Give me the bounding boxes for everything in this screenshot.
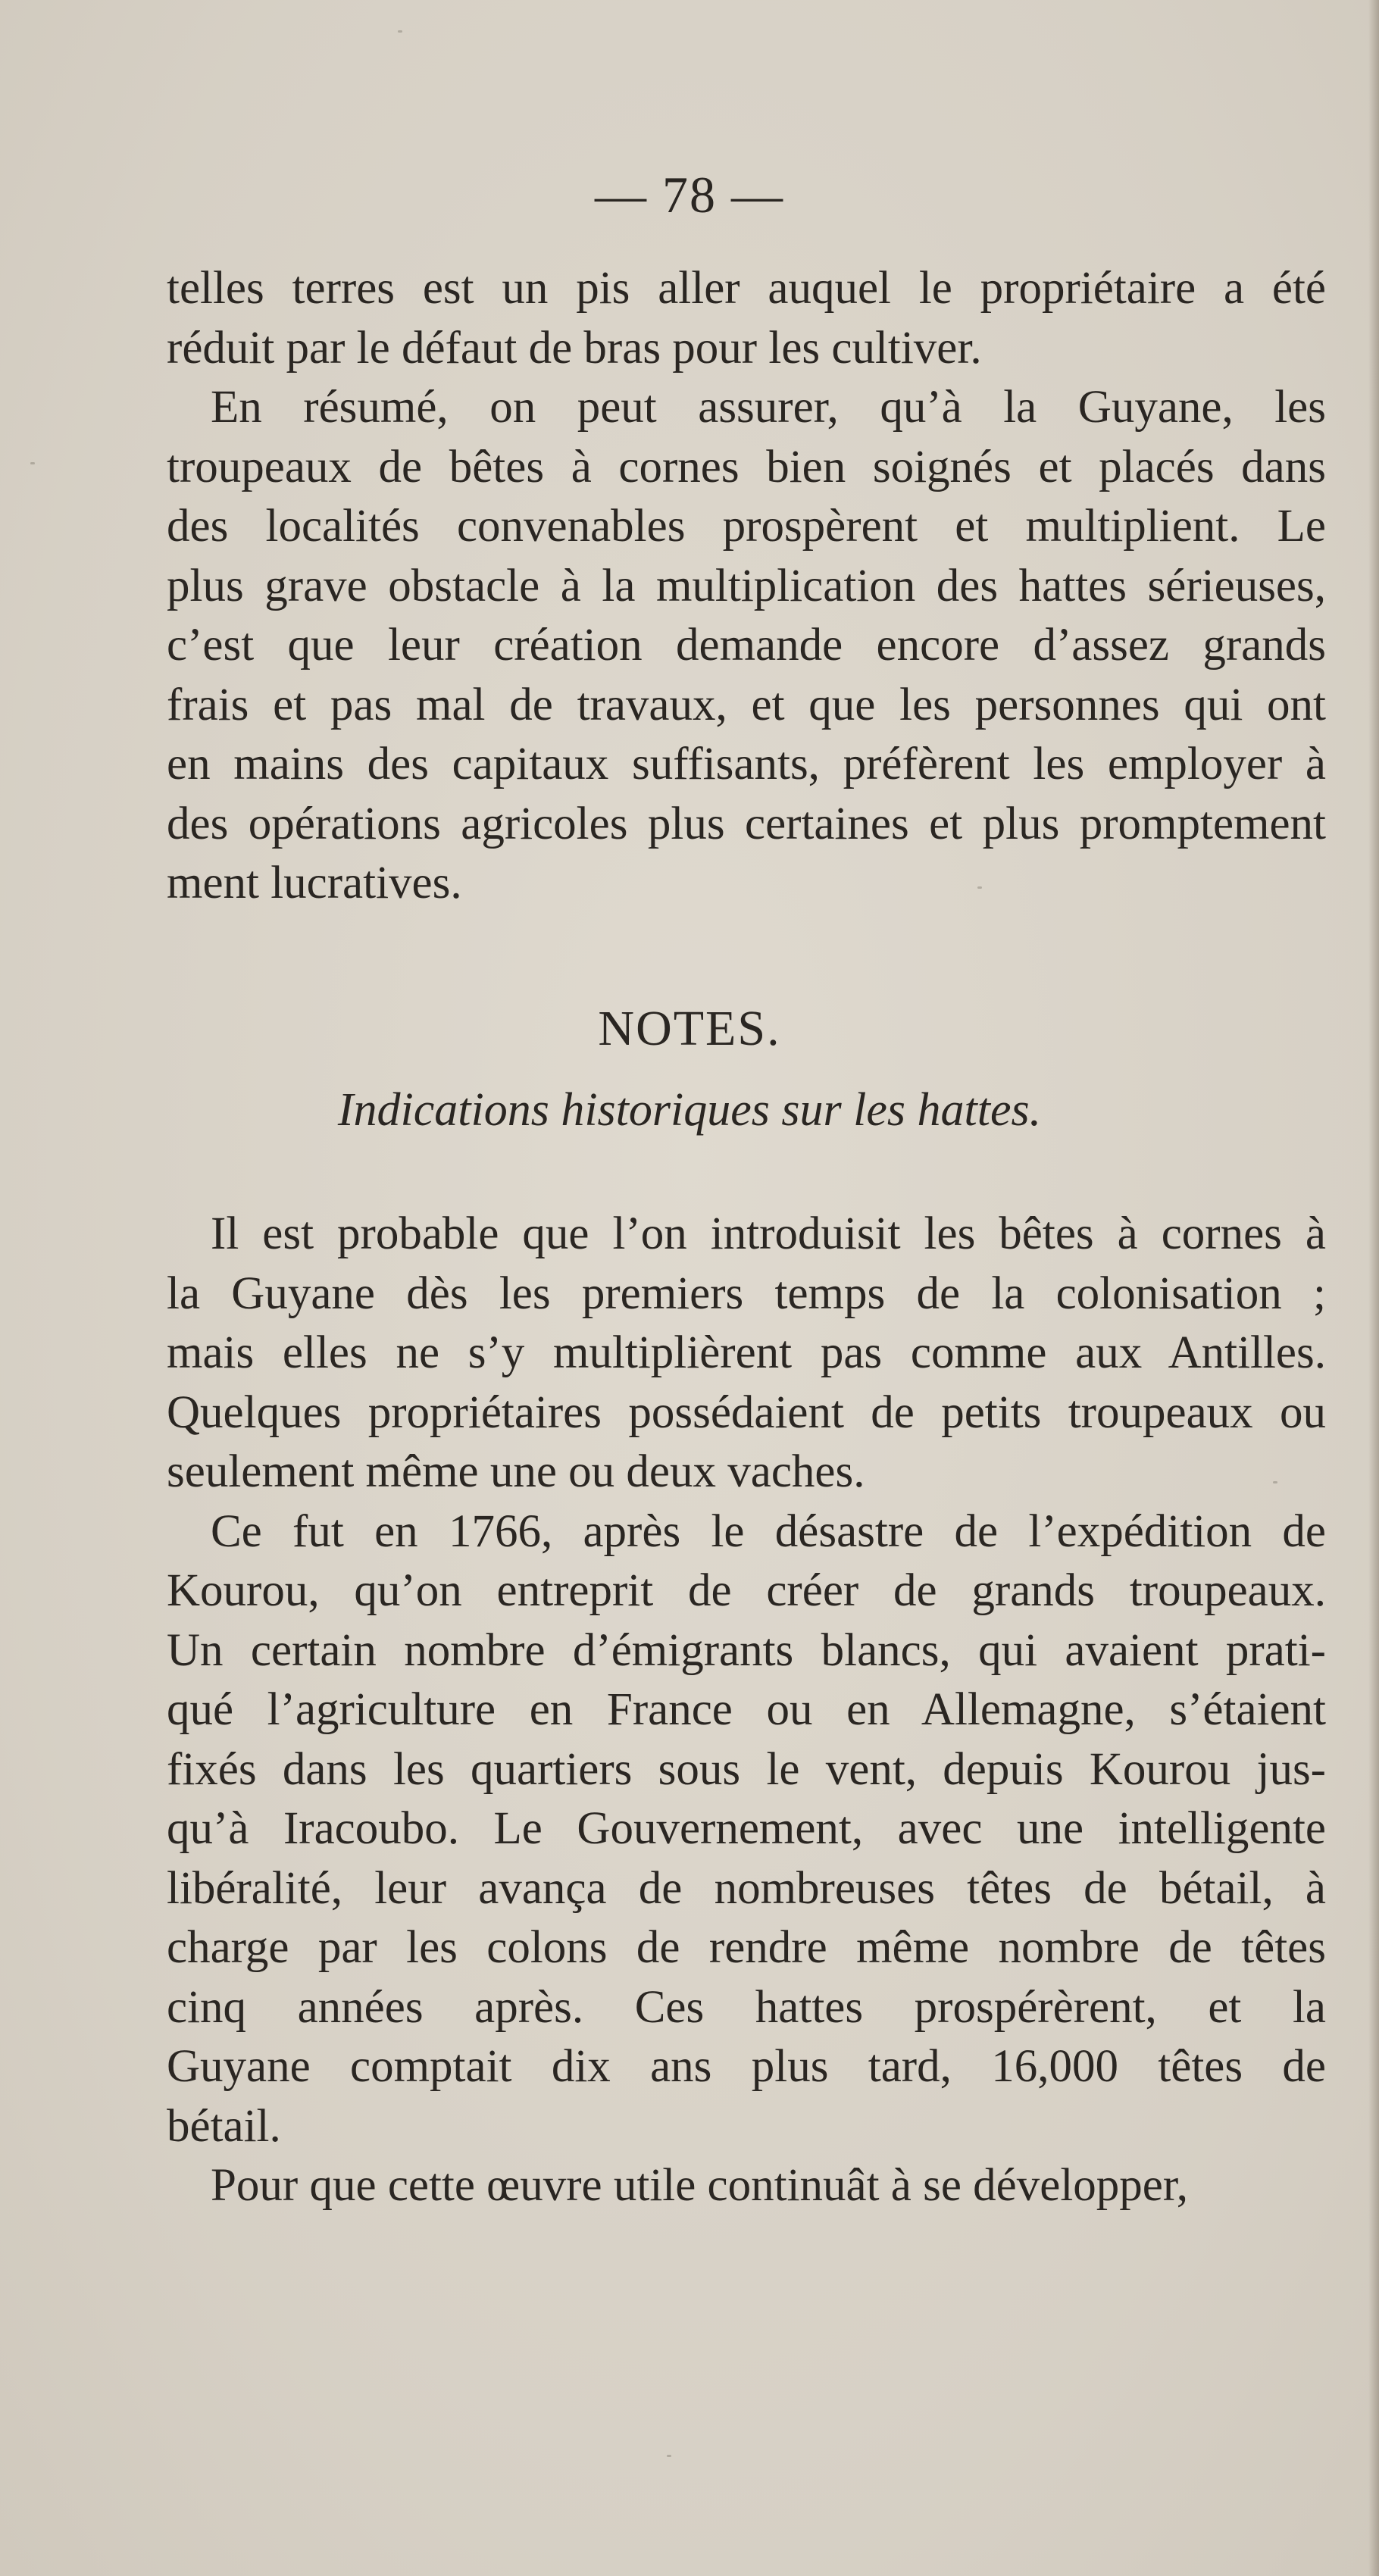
paragraph-2-line: des opérations agricoles plus certaines et plus promptement <box>167 798 1326 849</box>
paragraph-3-line: Il est probable que l’on introduisit les bêtes à cornes à <box>211 1208 1326 1259</box>
paragraph-2-line: c’est que leur création demande encore d’assez grands <box>167 620 1326 671</box>
paragraph-4-line: qu’à Iracoubo. Le Gouvernement, avec une intelligente <box>167 1803 1326 1854</box>
page-number: — 78 — <box>595 166 784 224</box>
paragraph-4-line: charge par les colons de rendre même nombre de têtes <box>167 1922 1326 1973</box>
text-block-upper <box>167 259 1326 914</box>
paragraph-2-line: en mains des capitaux suffisants, préfèrent les employer à <box>167 739 1326 789</box>
paragraph-4-line: cinq années après. Ces hattes prospérèrent, et la <box>167 1981 1326 2033</box>
paragraph-2-line: frais et pas mal de travaux, et que les personnes qui ont <box>167 679 1326 730</box>
paragraph-2-line: des localités convenables prospèrent et multiplient. Le <box>167 501 1326 552</box>
paragraph-4-line: libéralité, leur avança de nombreuses têtes de bétail, à <box>167 1862 1326 1914</box>
paragraph-2-line: ment lucratives. <box>167 858 462 908</box>
paper-speck <box>398 30 402 33</box>
paper-speck <box>1273 1481 1277 1483</box>
notes-heading: NOTES. <box>598 1001 781 1056</box>
paragraph-3-line: la Guyane dès les premiers temps de la colonisation ; <box>167 1268 1326 1319</box>
paragraph-5-line: Pour que cette œuvre utile continuât à se développer, <box>211 2160 1188 2211</box>
paragraph-4-line: qué l’agriculture en France ou en Allemagne, s’étaient <box>167 1684 1326 1735</box>
paragraph-3-line: mais elles ne s’y multiplièrent pas comme aux Antilles. <box>167 1327 1326 1378</box>
paragraph-3-line: Quelques propriétaires possédaient de petits troupeaux ou <box>167 1386 1326 1438</box>
paragraph-4-line: Kourou, qu’on entreprit de créer de grands troupeaux. <box>167 1565 1326 1616</box>
paragraph-4-line: fixés dans les quartiers sous le vent, depuis Kourou jus- <box>167 1743 1326 1795</box>
text-block-lower <box>167 1205 1326 2216</box>
paper-speck <box>30 462 35 464</box>
paragraph-2-line: plus grave obstacle à la multiplication des hattes sérieuses, <box>167 560 1326 611</box>
paragraph-2-line: En résumé, on peut assurer, qu’à la Guyane, les <box>211 382 1326 433</box>
paragraph-2-line: troupeaux de bêtes à cornes bien soignés et placés dans <box>167 441 1326 492</box>
paragraph-1-line: telles terres est un pis aller auquel le propriétaire a été <box>167 263 1326 314</box>
paper-speck <box>977 886 982 889</box>
notes-subtitle: Indications historiques sur les hattes. <box>337 1084 1042 1136</box>
paragraph-1-line: réduit par le défaut de bras pour les cultiver. <box>167 322 982 374</box>
paragraph-4-line: Un certain nombre d’émigrants blancs, qui avaient prati- <box>167 1624 1326 1676</box>
paragraph-4-line: Ce fut en 1766, après le désastre de l’expédition de <box>211 1505 1326 1557</box>
paper-speck <box>667 2455 671 2457</box>
paragraph-3-line: seulement même une ou deux vaches. <box>167 1446 865 1497</box>
paragraph-4-line: bétail. <box>167 2100 281 2152</box>
paragraph-4-line: Guyane comptait dix ans plus tard, 16,000 têtes de <box>167 2041 1326 2092</box>
page-edge-shadow <box>1368 0 1379 2576</box>
